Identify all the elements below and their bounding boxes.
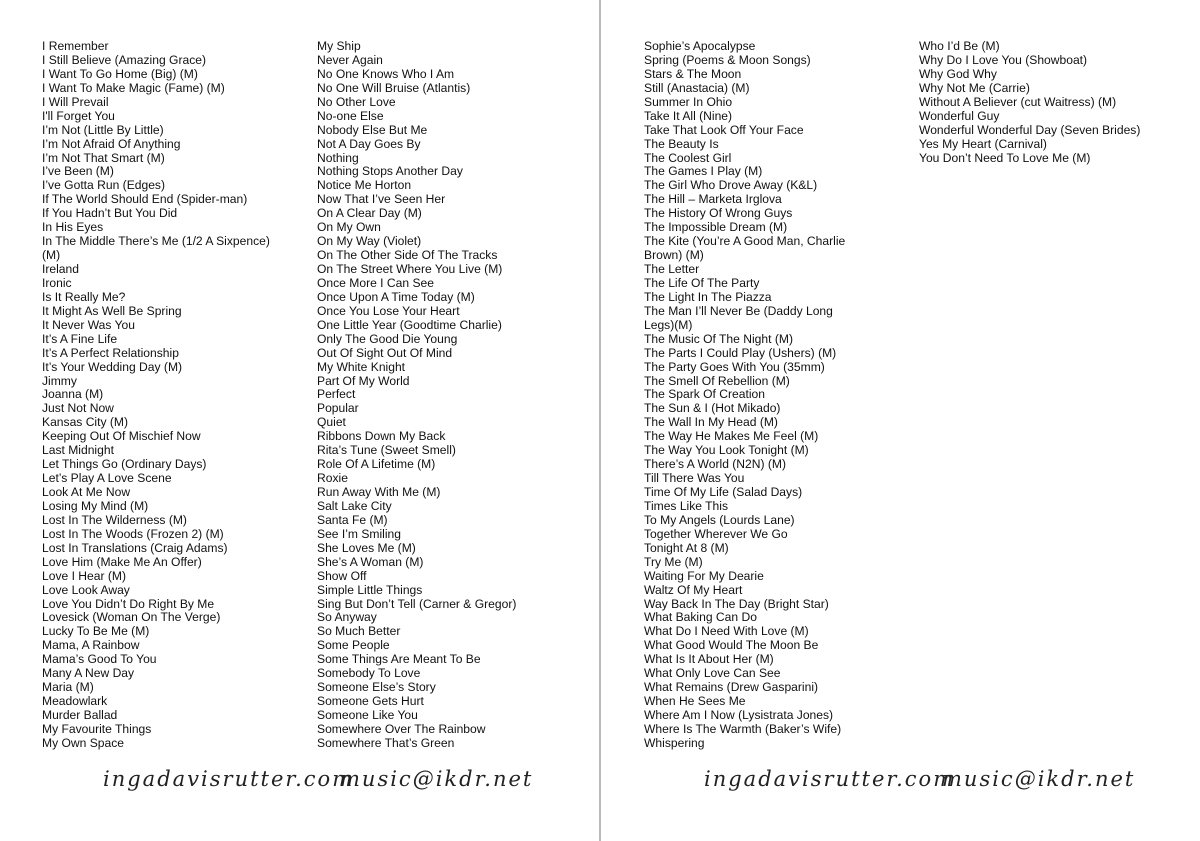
song-title: I Still Believe (Amazing Grace) [42,52,206,67]
song-title: It’s A Fine Life [42,331,118,346]
song-title: Stars & The Moon [644,66,742,81]
song-title: On The Street Where You Live (M) [317,262,503,276]
song-title: Once More I Can See [317,275,434,290]
song-title: The Kite (You’re A Good Man, Charlie [644,234,846,249]
song-title: Way Back In The Day (Bright Star) [644,596,829,611]
song-title: Brown) (M) [644,248,704,263]
song-title: Nothing [317,150,359,165]
song-title: There’s A World (N2N) (M) [644,457,787,472]
song-title: The Life Of The Party [644,275,760,290]
song-title: The History Of Wrong Guys [644,206,793,221]
song-title: The Music Of The Night (M) [644,331,793,346]
song-title: The Girl Who Drove Away (K&L) [644,178,818,193]
song-title: Someone Gets Hurt [317,694,424,709]
song-title: It Never Was You [42,317,135,332]
song-title: Wonderful Guy [919,108,1000,123]
song-title: Someone Else’s Story [317,680,436,695]
song-title: What Do I Need With Love (M) [644,624,809,639]
song-title: Roxie [317,471,348,486]
song-title: Love You Didn’t Do Right By Me [42,596,215,611]
song-title: I Want To Make Magic (Fame) (M) [42,80,225,95]
song-title: No One Knows Who I Am [317,66,455,81]
song-title: She’s A Woman (M) [317,554,424,569]
song-title: I'll Forget You [42,108,115,123]
song-title: Lost In Translations (Craig Adams) [42,540,228,555]
song-list [42,40,270,751]
song-title: The Light In The Piazza [644,289,772,304]
song-title: Ireland [42,262,79,276]
song-title: Still (Anastacia) (M) [644,80,750,95]
song-title: If You Hadn’t But You Did [42,206,178,221]
song-title: Meadowlark [42,694,108,709]
song-title: I’m Not That Smart (M) [42,150,165,165]
song-title: Summer In Ohio [644,94,733,109]
song-list [644,40,845,751]
right-page [601,0,1200,841]
song-title: The Parts I Could Play (Ushers) (M) [644,345,837,360]
song-title: Lost In The Wilderness (M) [42,512,187,527]
song-title: The Coolest Girl [644,150,732,165]
song-title: Lovesick (Woman On The Verge) [42,610,221,625]
song-title: Let Things Go (Ordinary Days) [42,457,207,472]
song-title: I’m Not Afraid Of Anything [42,136,181,151]
song-title: Kansas City (M) [42,415,129,430]
song-title: Joanna (M) [42,387,104,402]
song-title: The Games I Play (M) [644,164,763,179]
song-title: Is It Really Me? [42,289,126,304]
song-title: I Want To Go Home (Big) (M) [42,66,198,81]
song-title: Love Him (Make Me An Offer) [42,554,202,569]
song-title: Murder Ballad [42,708,118,722]
song-title: Keeping Out Of Mischief Now [42,429,201,444]
song-title: I Remember [42,39,109,53]
song-title: Run Away With Me (M) [317,485,441,499]
song-title: Last Midnight [42,443,114,458]
song-title: The Letter [644,262,700,276]
song-title: Legs)(M) [644,317,693,332]
song-title: Without A Believer (cut Waitress) (M) [919,94,1117,109]
song-title: You Don’t Need To Love Me (M) [919,150,1091,165]
song-title: When He Sees Me [644,694,746,709]
song-title: Mama, A Rainbow [42,638,140,653]
song-title: What Only Love Can See [644,666,781,681]
song-title: Once You Lose Your Heart [317,303,460,318]
song-title: The Impossible Dream (M) [644,220,788,235]
song-title: On My Own [317,220,381,235]
song-title: My Ship [317,39,361,53]
song-title: Never Again [317,52,383,67]
song-title: It’s Your Wedding Day (M) [42,359,183,374]
song-title: Somewhere That’s Green [317,735,455,750]
song-title: My White Knight [317,359,406,374]
song-title: Ribbons Down My Back [317,429,446,444]
song-title: What Is It About Her (M) [644,652,774,667]
song-title: I’ve Gotta Run (Edges) [42,178,166,193]
right-page-column-2 [919,40,1140,165]
song-title: Take That Look Off Your Face [644,122,804,137]
song-title: Santa Fe (M) [317,512,388,527]
song-title: Lost In The Woods (Frozen 2) (M) [42,526,224,541]
song-title: In His Eyes [42,220,104,235]
song-title: Yes My Heart (Carnival) [919,136,1047,151]
song-title: Some People [317,638,390,653]
song-title: My Favourite Things [42,721,152,736]
song-title: The Beauty Is [644,136,719,151]
song-title: Love Look Away [42,582,130,597]
song-title: Together Wherever We Go [644,526,788,541]
song-title: Whispering [644,735,705,750]
song-title: Out Of Sight Out Of Mind [317,345,453,360]
song-title: Someone Like You [317,708,418,722]
song-title: It Might As Well Be Spring [42,303,182,318]
song-title: Ironic [42,275,72,290]
song-title: (M) [42,248,61,263]
footer-email: music@ikdr.net [942,767,1136,791]
song-title: Somebody To Love [317,666,421,681]
footer-website: ingadavisrutter.com [103,767,355,791]
song-title: Quiet [317,415,346,430]
song-title: On The Other Side Of The Tracks [317,248,498,263]
song-title: To My Angels (Lourds Lane) [644,512,795,527]
song-title: The Way You Look Tonight (M) [644,443,809,458]
song-title: Role Of A Lifetime (M) [317,457,436,472]
song-title: It’s A Perfect Relationship [42,345,179,360]
song-title: Now That I’ve Seen Her [317,192,446,207]
song-title: Times Like This [644,498,729,513]
song-title: No-one Else [317,108,384,123]
song-title: Popular [317,401,359,416]
song-title: Sophie’s Apocalypse [644,39,756,53]
song-title: Rita’s Tune (Sweet Smell) [317,443,456,458]
song-title: My Own Space [42,735,124,750]
song-title: The Spark Of Creation [644,387,765,402]
song-title: Take It All (Nine) [644,108,733,123]
song-title: Try Me (M) [644,554,703,569]
song-title: Time Of My Life (Salad Days) [644,485,803,499]
song-title: Many A New Day [42,666,135,681]
song-title: So Much Better [317,624,401,639]
song-title: Wonderful Wonderful Day (Seven Brides) [919,122,1141,137]
song-title: Tonight At 8 (M) [644,540,729,555]
song-title: Let’s Play A Love Scene [42,471,172,486]
song-title: Why Not Me (Carrie) [919,80,1030,95]
song-title: Show Off [317,568,367,583]
footer-website: ingadavisrutter.com [704,767,956,791]
song-title: Some Things Are Meant To Be [317,652,481,667]
left-page-column-2 [317,40,516,751]
song-title: Waiting For My Dearie [644,568,764,583]
song-title: She Loves Me (M) [317,540,416,555]
song-title: Just Not Now [42,401,114,416]
left-page-column-1 [42,40,270,751]
song-title: In The Middle There’s Me (1/2 A Sixpence) [42,234,270,249]
song-title: What Baking Can Do [644,610,757,625]
song-title: Spring (Poems & Moon Songs) [644,52,811,67]
song-title: Salt Lake City [317,498,392,513]
song-title: The Smell Of Rebellion (M) [644,373,790,388]
song-title: Love I Hear (M) [42,568,127,583]
song-list [317,40,516,751]
song-title: Why Do I Love You (Showboat) [919,52,1088,67]
song-title: The Hill – Marketa Irglova [644,192,782,207]
song-title: I’m Not (Little By Little) [42,122,164,137]
song-title: Why God Why [919,66,997,81]
song-title: Who I’d Be (M) [919,39,1000,53]
song-title: Jimmy [42,373,77,388]
song-title: The Man I’ll Never Be (Daddy Long [644,303,833,318]
song-title: I’ve Been (M) [42,164,114,179]
song-title: Losing My Mind (M) [42,498,149,513]
song-title: Look At Me Now [42,485,131,499]
song-title: One Little Year (Goodtime Charlie) [317,317,502,332]
song-title: If The World Should End (Spider-man) [42,192,248,207]
song-title: Somewhere Over The Rainbow [317,721,486,736]
right-page-column-1 [644,40,845,751]
song-title: On My Way (Violet) [317,234,422,249]
song-title: So Anyway [317,610,377,625]
song-title: Where Is The Warmth (Baker’s Wife) [644,721,842,736]
song-title: Once Upon A Time Today (M) [317,289,475,304]
song-title: Sing But Don’t Tell (Carner & Gregor) [317,596,517,611]
song-title: Lucky To Be Me (M) [42,624,150,639]
song-title: Nobody Else But Me [317,122,428,137]
song-title: Where Am I Now (Lysistrata Jones) [644,708,834,722]
song-title: Perfect [317,387,356,402]
song-list [919,40,1140,165]
song-title: No One Will Bruise (Atlantis) [317,80,471,95]
song-title: Maria (M) [42,680,94,695]
song-title: What Good Would The Moon Be [644,638,819,653]
song-title: Till There Was You [644,471,745,486]
song-title: What Remains (Drew Gasparini) [644,680,819,695]
song-title: Simple Little Things [317,582,423,597]
song-title: Part Of My World [317,373,410,388]
song-title: No Other Love [317,94,396,109]
song-title: The Party Goes With You (35mm) [644,359,825,374]
song-title: The Sun & I (Hot Mikado) [644,401,781,416]
song-title: Only The Good Die Young [317,331,458,346]
song-title: Notice Me Horton [317,178,412,193]
song-title: Not A Day Goes By [317,136,421,151]
song-title: The Way He Makes Me Feel (M) [644,429,819,444]
song-title: Mama’s Good To You [42,652,157,667]
song-title: On A Clear Day (M) [317,206,422,221]
song-title: Nothing Stops Another Day [317,164,463,179]
song-title: Waltz Of My Heart [644,582,743,597]
song-title: See I’m Smiling [317,526,402,541]
footer-email: music@ikdr.net [340,767,534,791]
song-title: The Wall In My Head (M) [644,415,778,430]
song-title: I Will Prevail [42,94,109,109]
